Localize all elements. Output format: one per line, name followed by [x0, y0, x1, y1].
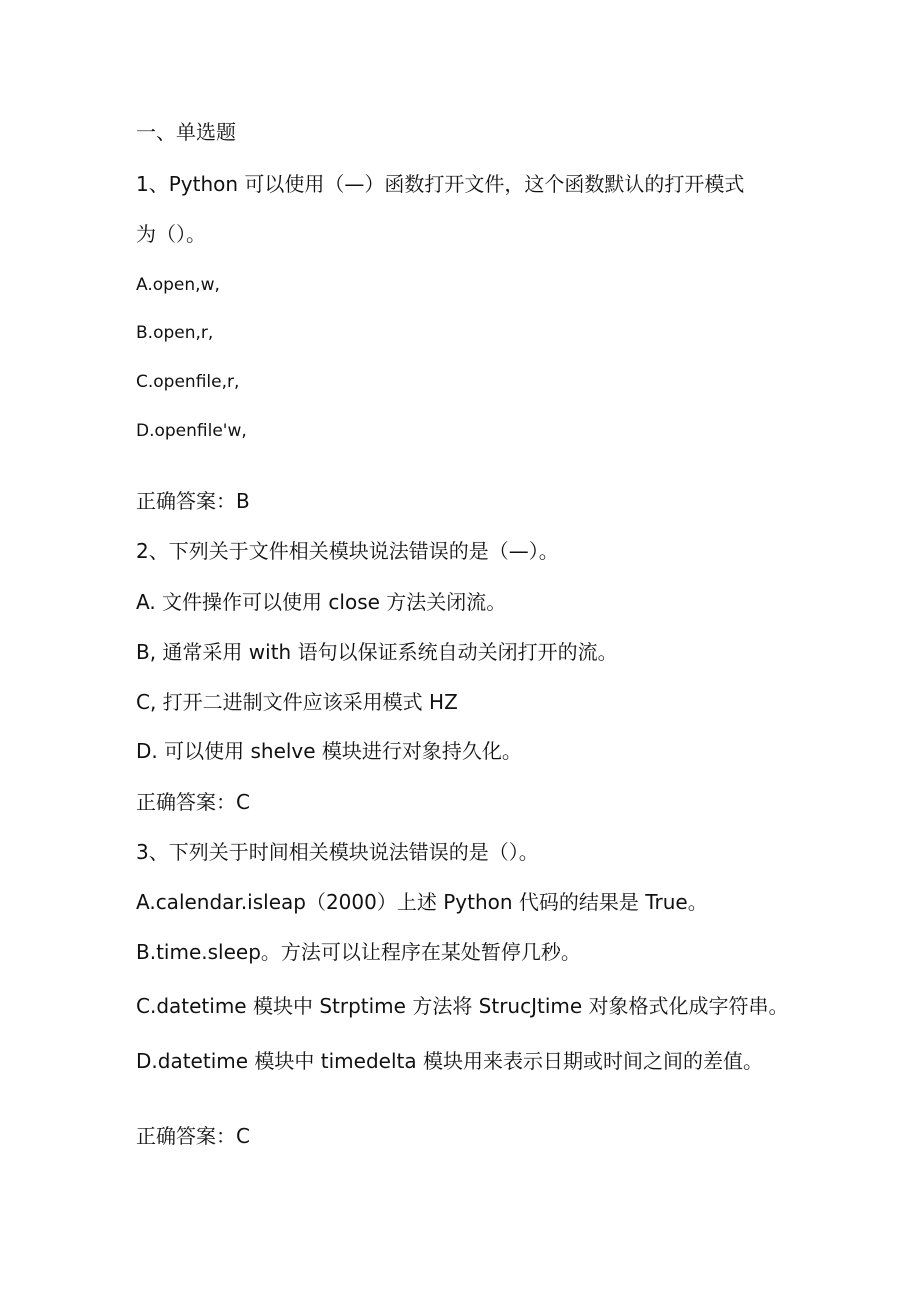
question-2-answer: 正确答案：C: [136, 790, 250, 814]
question-1-answer: 正确答案：B: [136, 489, 250, 513]
question-3-answer: 正确答案：C: [136, 1124, 250, 1148]
question-2-option-b: B, 通常采用 with 语句以保证系统自动关闭打开的流。: [136, 640, 618, 664]
question-1-stem-line-2: 为（）。: [136, 222, 206, 246]
question-1-option-a: A.open,w,: [136, 275, 220, 295]
question-1-option-b: B.open,r,: [136, 323, 214, 343]
question-1-option-d: D.openfile'w,: [136, 421, 247, 441]
question-1-stem-line-1: 1、Python 可以使用（—）函数打开文件，这个函数默认的打开模式: [136, 172, 745, 196]
question-2-option-d: D. 可以使用 shelve 模块进行对象持久化。: [136, 739, 522, 763]
question-2-option-a: A. 文件操作可以使用 close 方法关闭流。: [136, 590, 507, 614]
question-3-option-c: C.datetime 模块中 Strptime 方法将 StrucJtime 对象格式化成字符串。: [136, 994, 789, 1018]
question-3-stem: 3、下列关于时间相关模块说法错误的是（）。: [136, 840, 539, 864]
question-3-option-a: A.calendar.isleap（2000）上述 Python 代码的结果是 True。: [136, 890, 708, 914]
question-2-stem: 2、下列关于文件相关模块说法错误的是（—）。: [136, 539, 559, 563]
question-2-option-c: C, 打开二进制文件应该采用模式 HZ: [136, 690, 458, 714]
question-3-option-d: D.datetime 模块中 timedelta 模块用来表示日期或时间之间的差值。: [136, 1049, 763, 1073]
question-3-option-b: B.time.sleep。方法可以让程序在某处暂停几秒。: [136, 940, 581, 964]
question-1-option-c: C.openfile,r,: [136, 372, 240, 392]
section-title: 一、单选题: [136, 120, 236, 144]
